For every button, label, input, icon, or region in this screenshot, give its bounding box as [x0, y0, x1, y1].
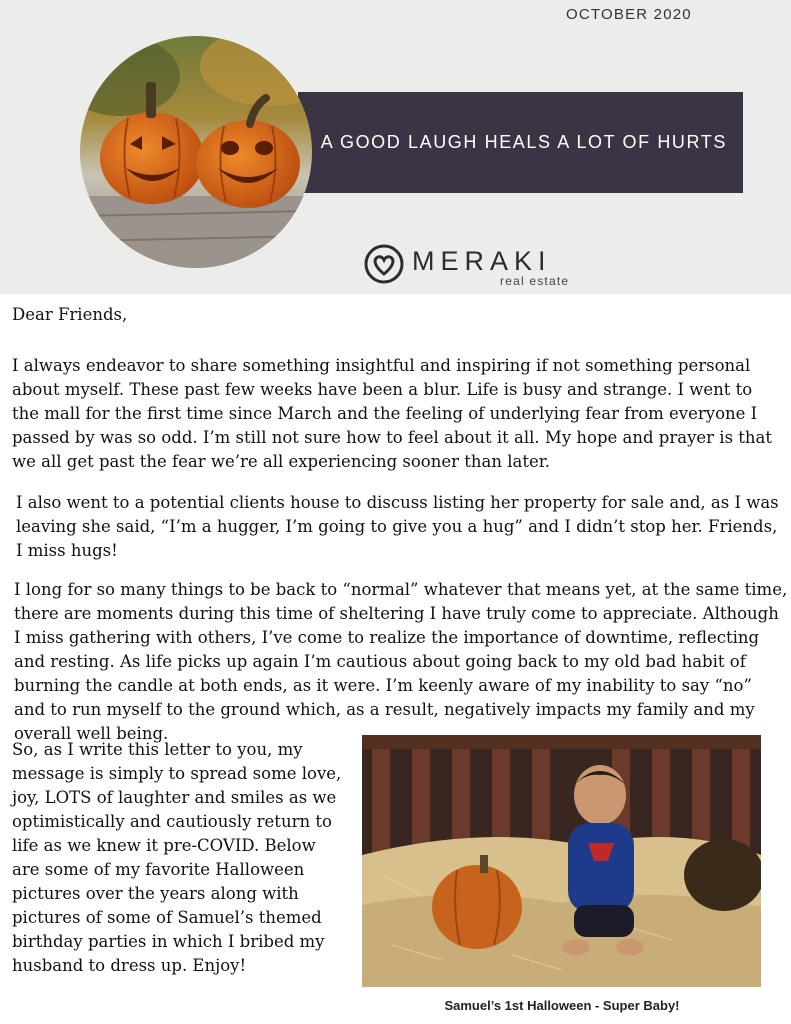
photo-caption: Samuel’s 1st Halloween - Super Baby!: [444, 998, 680, 1013]
greeting: Dear Friends,: [12, 305, 128, 324]
logo-tagline: real estate: [500, 274, 570, 288]
paragraph-4: So, as I write this letter to you, my message is simply to spread some love, joy, LOTS of laughter and smiles as we optimistically and cautiously return to life as we knew it pre-COVID. Below are some of my favorite Halloween pictures over the years along with pictures of some of Samuel’s themed birthday parties in which I bribed my husband to dress up. Enjoy!: [12, 740, 342, 975]
meraki-logo: [360, 240, 590, 290]
logo-name: MERAKI: [412, 246, 552, 276]
paragraph-1: I always endeavor to share something insightful and inspiring if not something personal about myself. These past few weeks have been a blur. Life is busy and strange. I went to the mall for the first time since March and the feeling of underlying fear from everyone I passed by was so odd. I’m still not sure how to feel about it all. My hope and prayer is that we all get past the fear we’re all experiencing sooner than later.: [12, 356, 773, 471]
paragraph-3: I long for so many things to be back to “normal” whatever that means yet, at the same time, there are moments during this time of sheltering I have truly come to appreciate. Although I miss gathering with others, I’ve come to realize the importance of downtime, reflecting and resting. As life picks up again I’m cautious about going back to my old bad habit of burning the candle at both ends, as it were. I’m keenly aware of my inability to say “no” and to run myself to the ground which, as a result, negatively impacts my family and my overall well being.: [14, 580, 788, 743]
header-band: [0, 0, 791, 294]
headline: A GOOD LAUGH HEALS A LOT OF HURTS: [320, 132, 727, 152]
issue-date: OCTOBER 2020: [566, 6, 692, 23]
paragraph-2: I also went to a potential clients house to discuss listing her property for sale and, as I was leaving she said, “I’m a hugger, I’m going to give you a hug” and I didn’t stop her. Friends, I miss hugs!: [16, 493, 779, 560]
pumpkin-photo: [80, 36, 312, 268]
heart-in-circle-icon: [362, 242, 406, 286]
headline-banner: [298, 92, 743, 193]
halloween-baby-photo: [362, 735, 761, 987]
